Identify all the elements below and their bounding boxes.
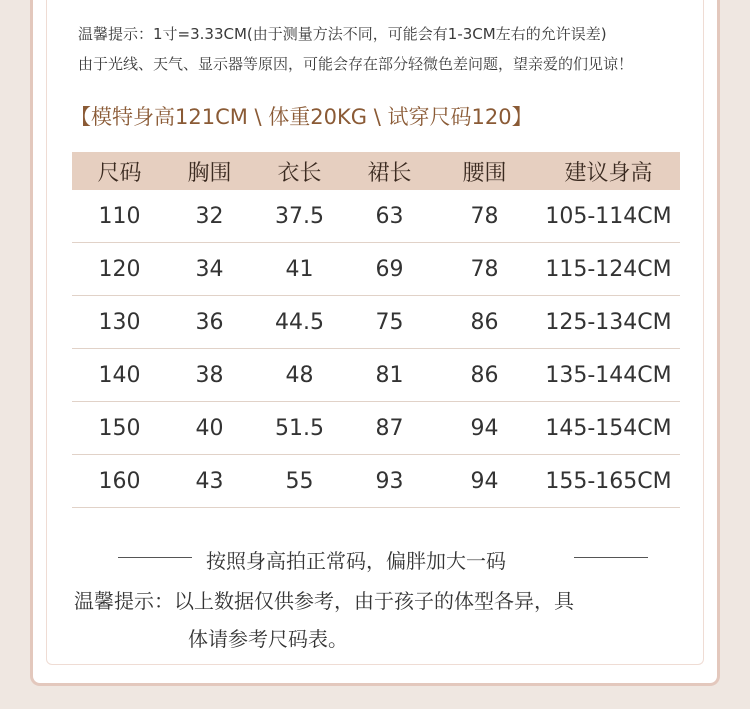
cell-size: 130 — [72, 296, 167, 349]
cell-chest: 32 — [167, 190, 252, 243]
cell-height: 125-134CM — [537, 296, 680, 349]
header-top-length: 衣长 — [252, 152, 347, 190]
cell-chest: 36 — [167, 296, 252, 349]
table-row — [72, 243, 680, 296]
cell-top-length: 37.5 — [252, 190, 347, 243]
header-height: 建议身高 — [537, 152, 680, 190]
cell-height: 135-144CM — [537, 349, 680, 402]
cell-chest: 34 — [167, 243, 252, 296]
model-info: 【模特身高121CM \ 体重20KG \ 试穿尺码120】 — [70, 105, 533, 129]
cell-top-length: 55 — [252, 455, 347, 508]
cell-waist: 78 — [432, 243, 537, 296]
cell-top-length: 51.5 — [252, 402, 347, 455]
cell-top-length: 44.5 — [252, 296, 347, 349]
header-chest: 胸围 — [167, 152, 252, 190]
cell-height: 155-165CM — [537, 455, 680, 508]
cell-waist: 86 — [432, 296, 537, 349]
size-chart-table — [72, 152, 680, 508]
cell-size: 110 — [72, 190, 167, 243]
table-row — [72, 455, 680, 508]
table-row — [72, 402, 680, 455]
divider-line-left — [118, 557, 192, 558]
cell-skirt-length: 93 — [347, 455, 432, 508]
cell-size: 150 — [72, 402, 167, 455]
tip-line-1: 温馨提示：以上数据仅供参考，由于孩子的体型各异，具 — [74, 589, 574, 613]
bottom-tip — [74, 582, 674, 658]
cell-waist: 94 — [432, 455, 537, 508]
cell-size: 160 — [72, 455, 167, 508]
cell-skirt-length: 69 — [347, 243, 432, 296]
cell-waist: 78 — [432, 190, 537, 243]
cell-height: 115-124CM — [537, 243, 680, 296]
divider-line-right — [574, 557, 648, 558]
cell-top-length: 41 — [252, 243, 347, 296]
cell-chest: 43 — [167, 455, 252, 508]
header-skirt-length: 裙长 — [347, 152, 432, 190]
cell-skirt-length: 75 — [347, 296, 432, 349]
notice-line-1: 温馨提示：1寸=3.33CM(由于测量方法不同，可能会有1-3CM左右的允许误差) — [78, 25, 607, 43]
cell-height: 145-154CM — [537, 402, 680, 455]
advice-divider — [118, 545, 648, 573]
advice-text: 按照身高拍正常码，偏胖加大一码 — [206, 549, 506, 573]
table-row — [72, 349, 680, 402]
cell-size: 120 — [72, 243, 167, 296]
cell-waist: 86 — [432, 349, 537, 402]
cell-height: 105-114CM — [537, 190, 680, 243]
header-size: 尺码 — [72, 152, 167, 190]
table-row — [72, 296, 680, 349]
cell-waist: 94 — [432, 402, 537, 455]
table-row — [72, 190, 680, 243]
header-waist: 腰围 — [432, 152, 537, 190]
cell-skirt-length: 63 — [347, 190, 432, 243]
cell-chest: 38 — [167, 349, 252, 402]
table-header-row — [72, 152, 680, 190]
cell-size: 140 — [72, 349, 167, 402]
cell-chest: 40 — [167, 402, 252, 455]
tip-line-2: 体请参考尺码表。 — [188, 627, 348, 651]
cell-skirt-length: 81 — [347, 349, 432, 402]
cell-skirt-length: 87 — [347, 402, 432, 455]
cell-top-length: 48 — [252, 349, 347, 402]
notice-line-2: 由于光线、天气、显示器等原因，可能会存在部分轻微色差问题，望亲爱的们见谅！ — [78, 55, 634, 73]
